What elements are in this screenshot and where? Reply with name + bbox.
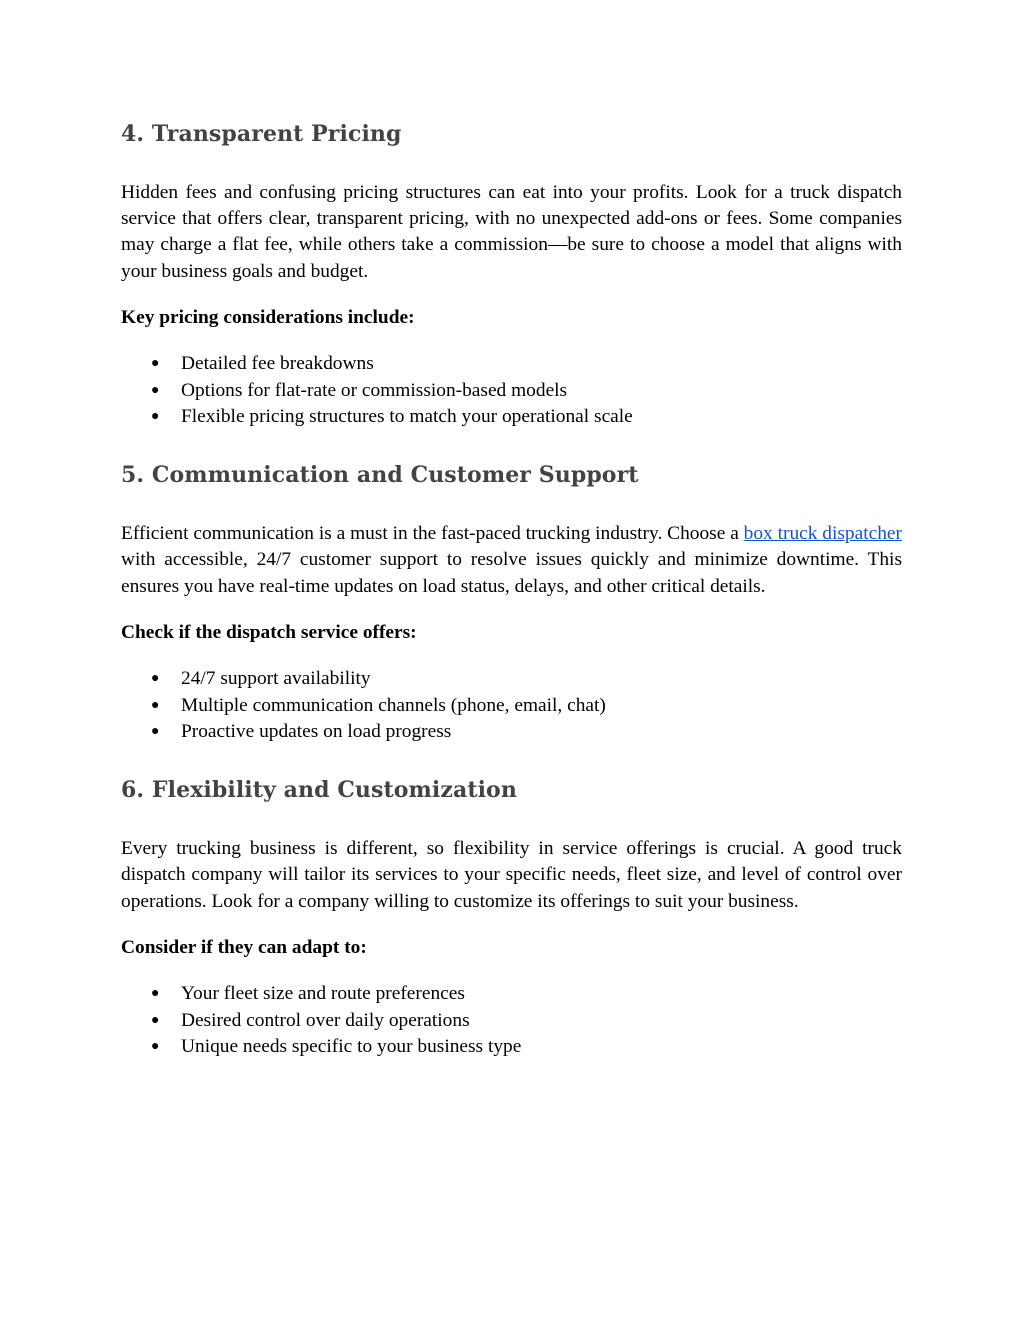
section-transparent-pricing bbox=[121, 108, 902, 431]
section-title: 5. Communication and Customer Support bbox=[121, 462, 639, 489]
section-paragraph: Every trucking business is different, so flexibility in service offerings is crucial. A good truck dispatch company will tailor its services to your specific needs, fleet size, and level of control over operations. Look for a company willing to customize its offerings to suit your business. bbox=[121, 838, 902, 912]
section-paragraph: Hidden fees and confusing pricing structures can eat into your profits. Look for a truck dispatch service that offers clear, transparent pricing, with no unexpected add-ons or fees. Some companies may charge a flat fee, while others take a commission—be sure to choose a model that aligns with your business goals and budget. bbox=[121, 182, 902, 282]
list-item-text: 24/7 support availability bbox=[181, 667, 371, 689]
list-item bbox=[121, 693, 902, 720]
section-paragraph bbox=[121, 521, 902, 600]
section-subheading: Consider if they can adapt to: bbox=[121, 936, 367, 958]
paragraph-text: Efficient communication is a must in the fast-paced trucking industry. Choose a bbox=[121, 523, 744, 545]
bullet-list bbox=[121, 981, 902, 1061]
list-item bbox=[121, 351, 902, 378]
list-item-text: Proactive updates on load progress bbox=[181, 721, 452, 743]
list-item bbox=[121, 981, 902, 1008]
list-item-text: Unique needs specific to your business type bbox=[181, 1036, 522, 1058]
bullet-icon: ● bbox=[151, 697, 160, 713]
section-title: 4. Transparent Pricing bbox=[121, 121, 402, 147]
list-item bbox=[121, 719, 902, 746]
paragraph-text: with accessible, 24/7 customer support to resolve issues quickly and minimize downtime. This ensures you have real-time updates on load status, delays, and other critical details. bbox=[121, 549, 902, 597]
section-title: 6. Flexibility and Customization bbox=[121, 777, 517, 804]
bullet-icon: ● bbox=[151, 382, 160, 398]
bullet-icon: ● bbox=[151, 670, 160, 686]
list-item-text: Your fleet size and route preferences bbox=[181, 982, 465, 1004]
bullet-icon: ● bbox=[151, 985, 160, 1001]
section-flexibility-customization bbox=[121, 764, 902, 1061]
list-item bbox=[121, 404, 902, 431]
list-item-text: Detailed fee breakdowns bbox=[181, 352, 374, 374]
bullet-icon: ● bbox=[151, 409, 160, 425]
bullet-icon: ● bbox=[151, 1012, 160, 1028]
box-truck-dispatcher-link[interactable]: box truck dispatcher bbox=[743, 523, 902, 545]
bullet-icon: ● bbox=[151, 1039, 160, 1055]
list-item-text: Flexible pricing structures to match your operational scale bbox=[181, 406, 633, 428]
bullet-list bbox=[121, 351, 902, 431]
list-item bbox=[121, 378, 902, 405]
list-item-text: Multiple communication channels (phone, email, chat) bbox=[181, 694, 606, 716]
section-communication-support bbox=[121, 449, 902, 746]
bullet-icon: ● bbox=[151, 724, 160, 740]
bullet-icon: ● bbox=[151, 355, 160, 371]
list-item bbox=[121, 666, 902, 693]
document-page bbox=[121, 108, 902, 1061]
section-subheading: Check if the dispatch service offers: bbox=[121, 621, 417, 643]
list-item bbox=[121, 1008, 902, 1035]
list-item-text: Desired control over daily operations bbox=[181, 1009, 470, 1031]
list-item-text: Options for flat-rate or commission-based models bbox=[181, 379, 568, 401]
list-item bbox=[121, 1034, 902, 1061]
section-subheading: Key pricing considerations include: bbox=[121, 306, 415, 328]
bullet-list bbox=[121, 666, 902, 746]
